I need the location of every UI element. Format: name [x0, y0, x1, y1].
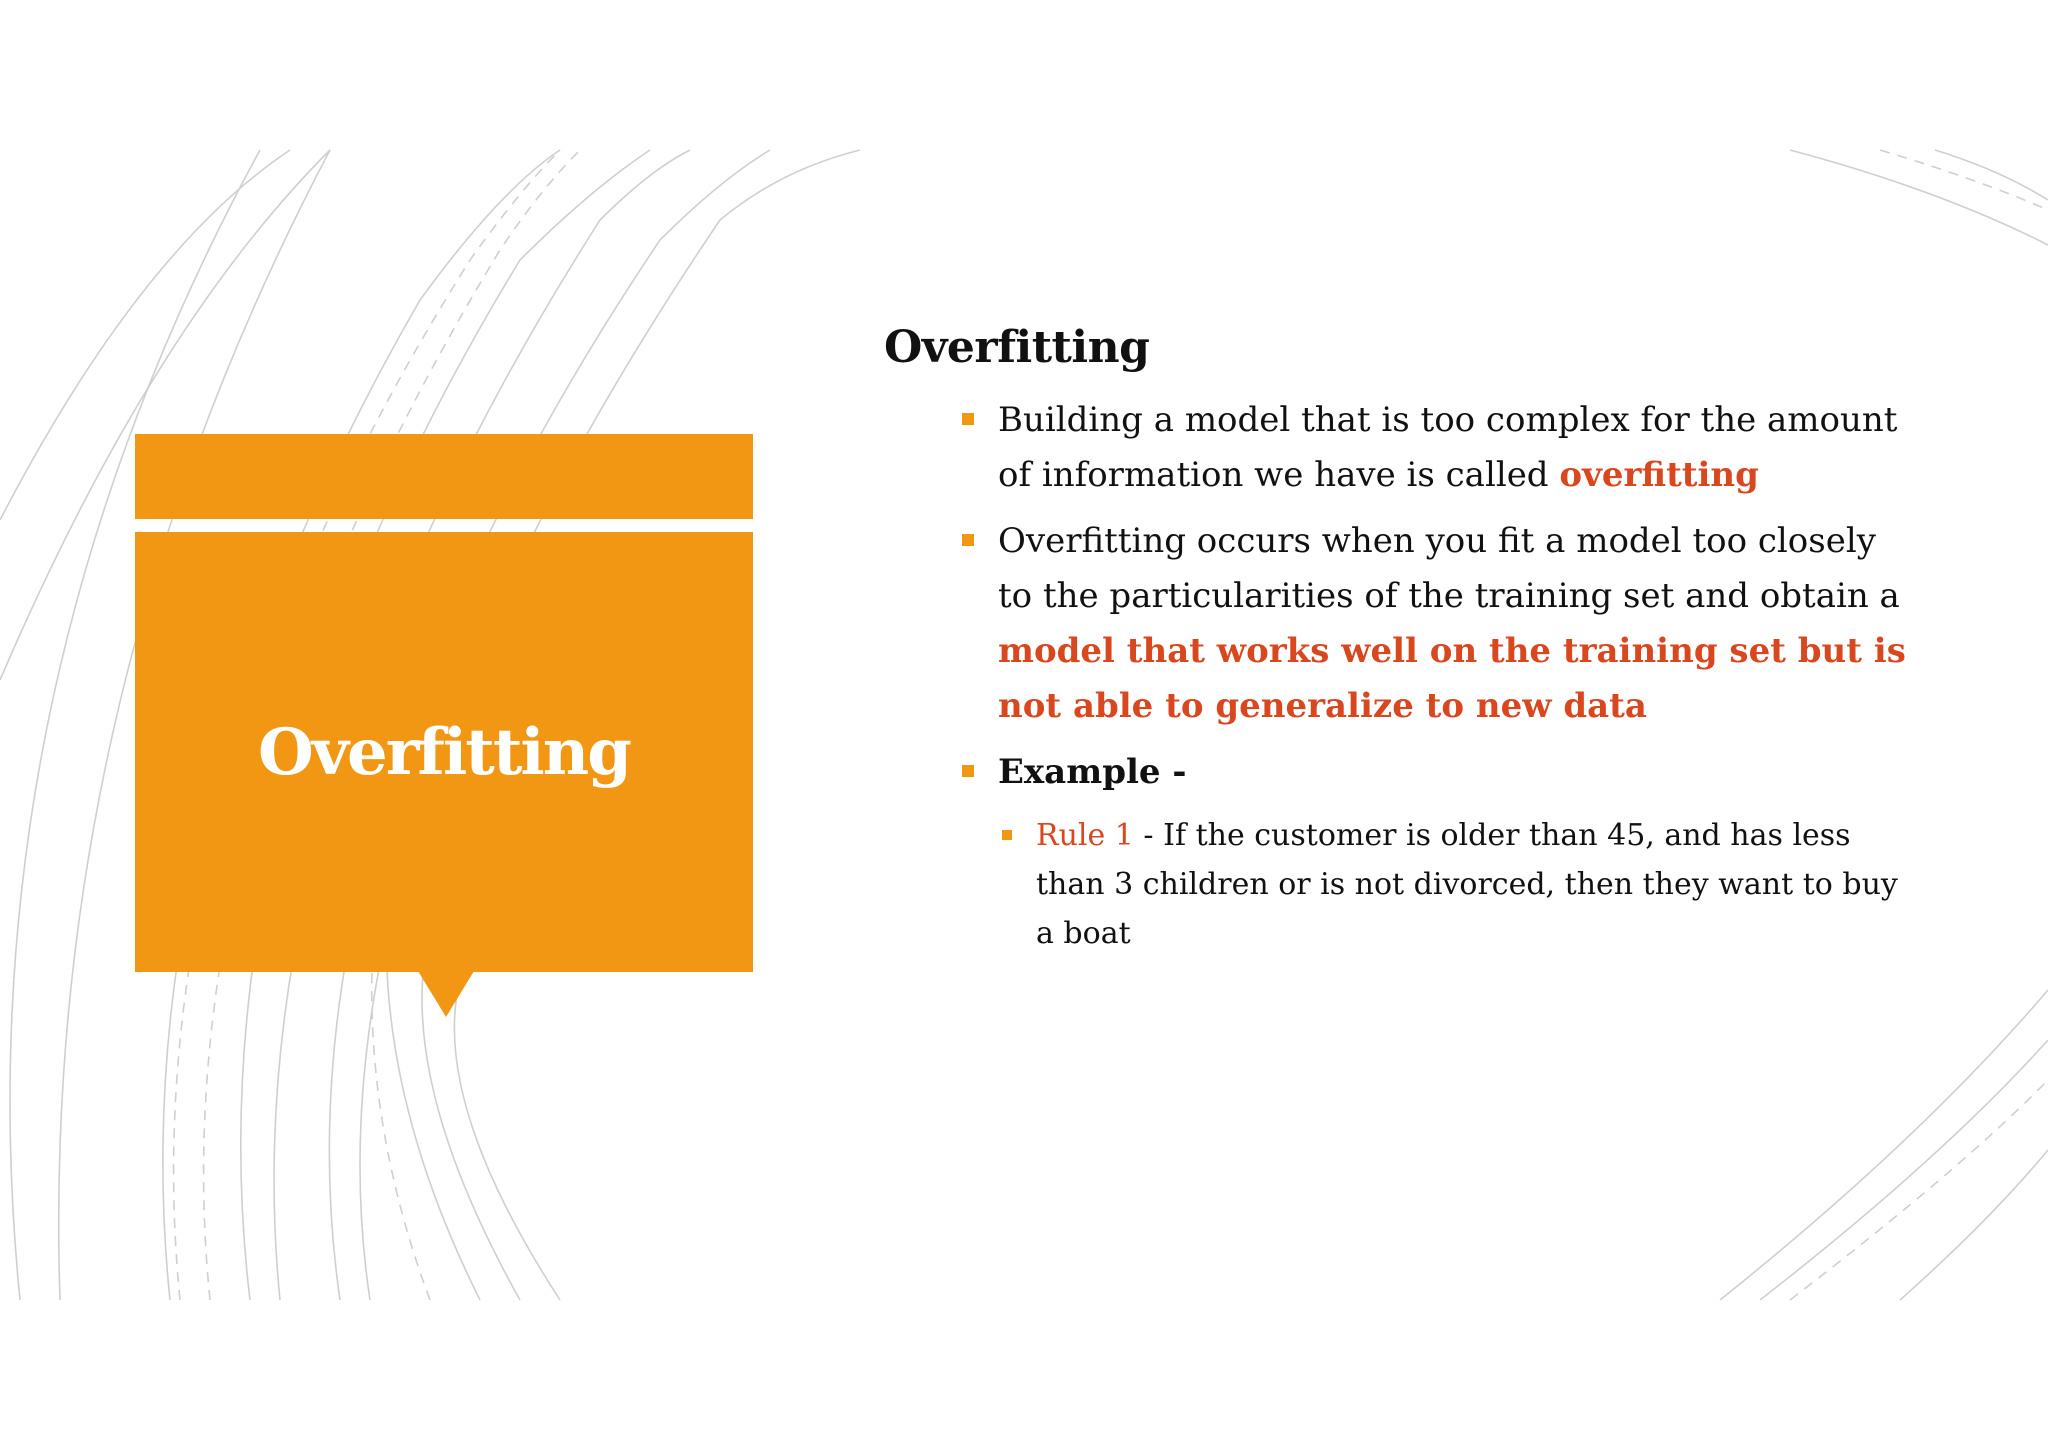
bullet-highlight: model that works well on the training set but is not able to generalize to new data [998, 631, 1906, 726]
bullet-highlight: overfitting [1559, 455, 1759, 495]
square-bullet-icon [962, 413, 974, 425]
slide-heading: Overfitting [884, 322, 1150, 373]
square-bullet-icon [962, 534, 974, 546]
sidebar-title: Overfitting [258, 714, 630, 790]
callout-pointer [418, 971, 474, 1017]
bullet-text: Overfitting occurs when you fit a model too closely to the particularities of the training set and obtain a [998, 521, 1900, 616]
bullet-text: Building a model that is too complex for the amount of information we have is called [998, 400, 1898, 495]
rule-text: - If the customer is older than 45, and has less than 3 children or is not divorced, then they want to buy a boat [1036, 818, 1898, 951]
slide-content [884, 322, 1914, 958]
bullet-item [884, 393, 1914, 503]
example-label: Example - [998, 752, 1187, 792]
square-bullet-icon [1002, 830, 1012, 840]
sub-bullet-item [884, 811, 1914, 958]
bullet-item [884, 745, 1914, 800]
accent-bar [135, 434, 753, 519]
bullet-item [884, 514, 1914, 734]
rule-label: Rule 1 [1036, 818, 1134, 853]
square-bullet-icon [962, 765, 974, 777]
bullet-list [884, 393, 1914, 958]
